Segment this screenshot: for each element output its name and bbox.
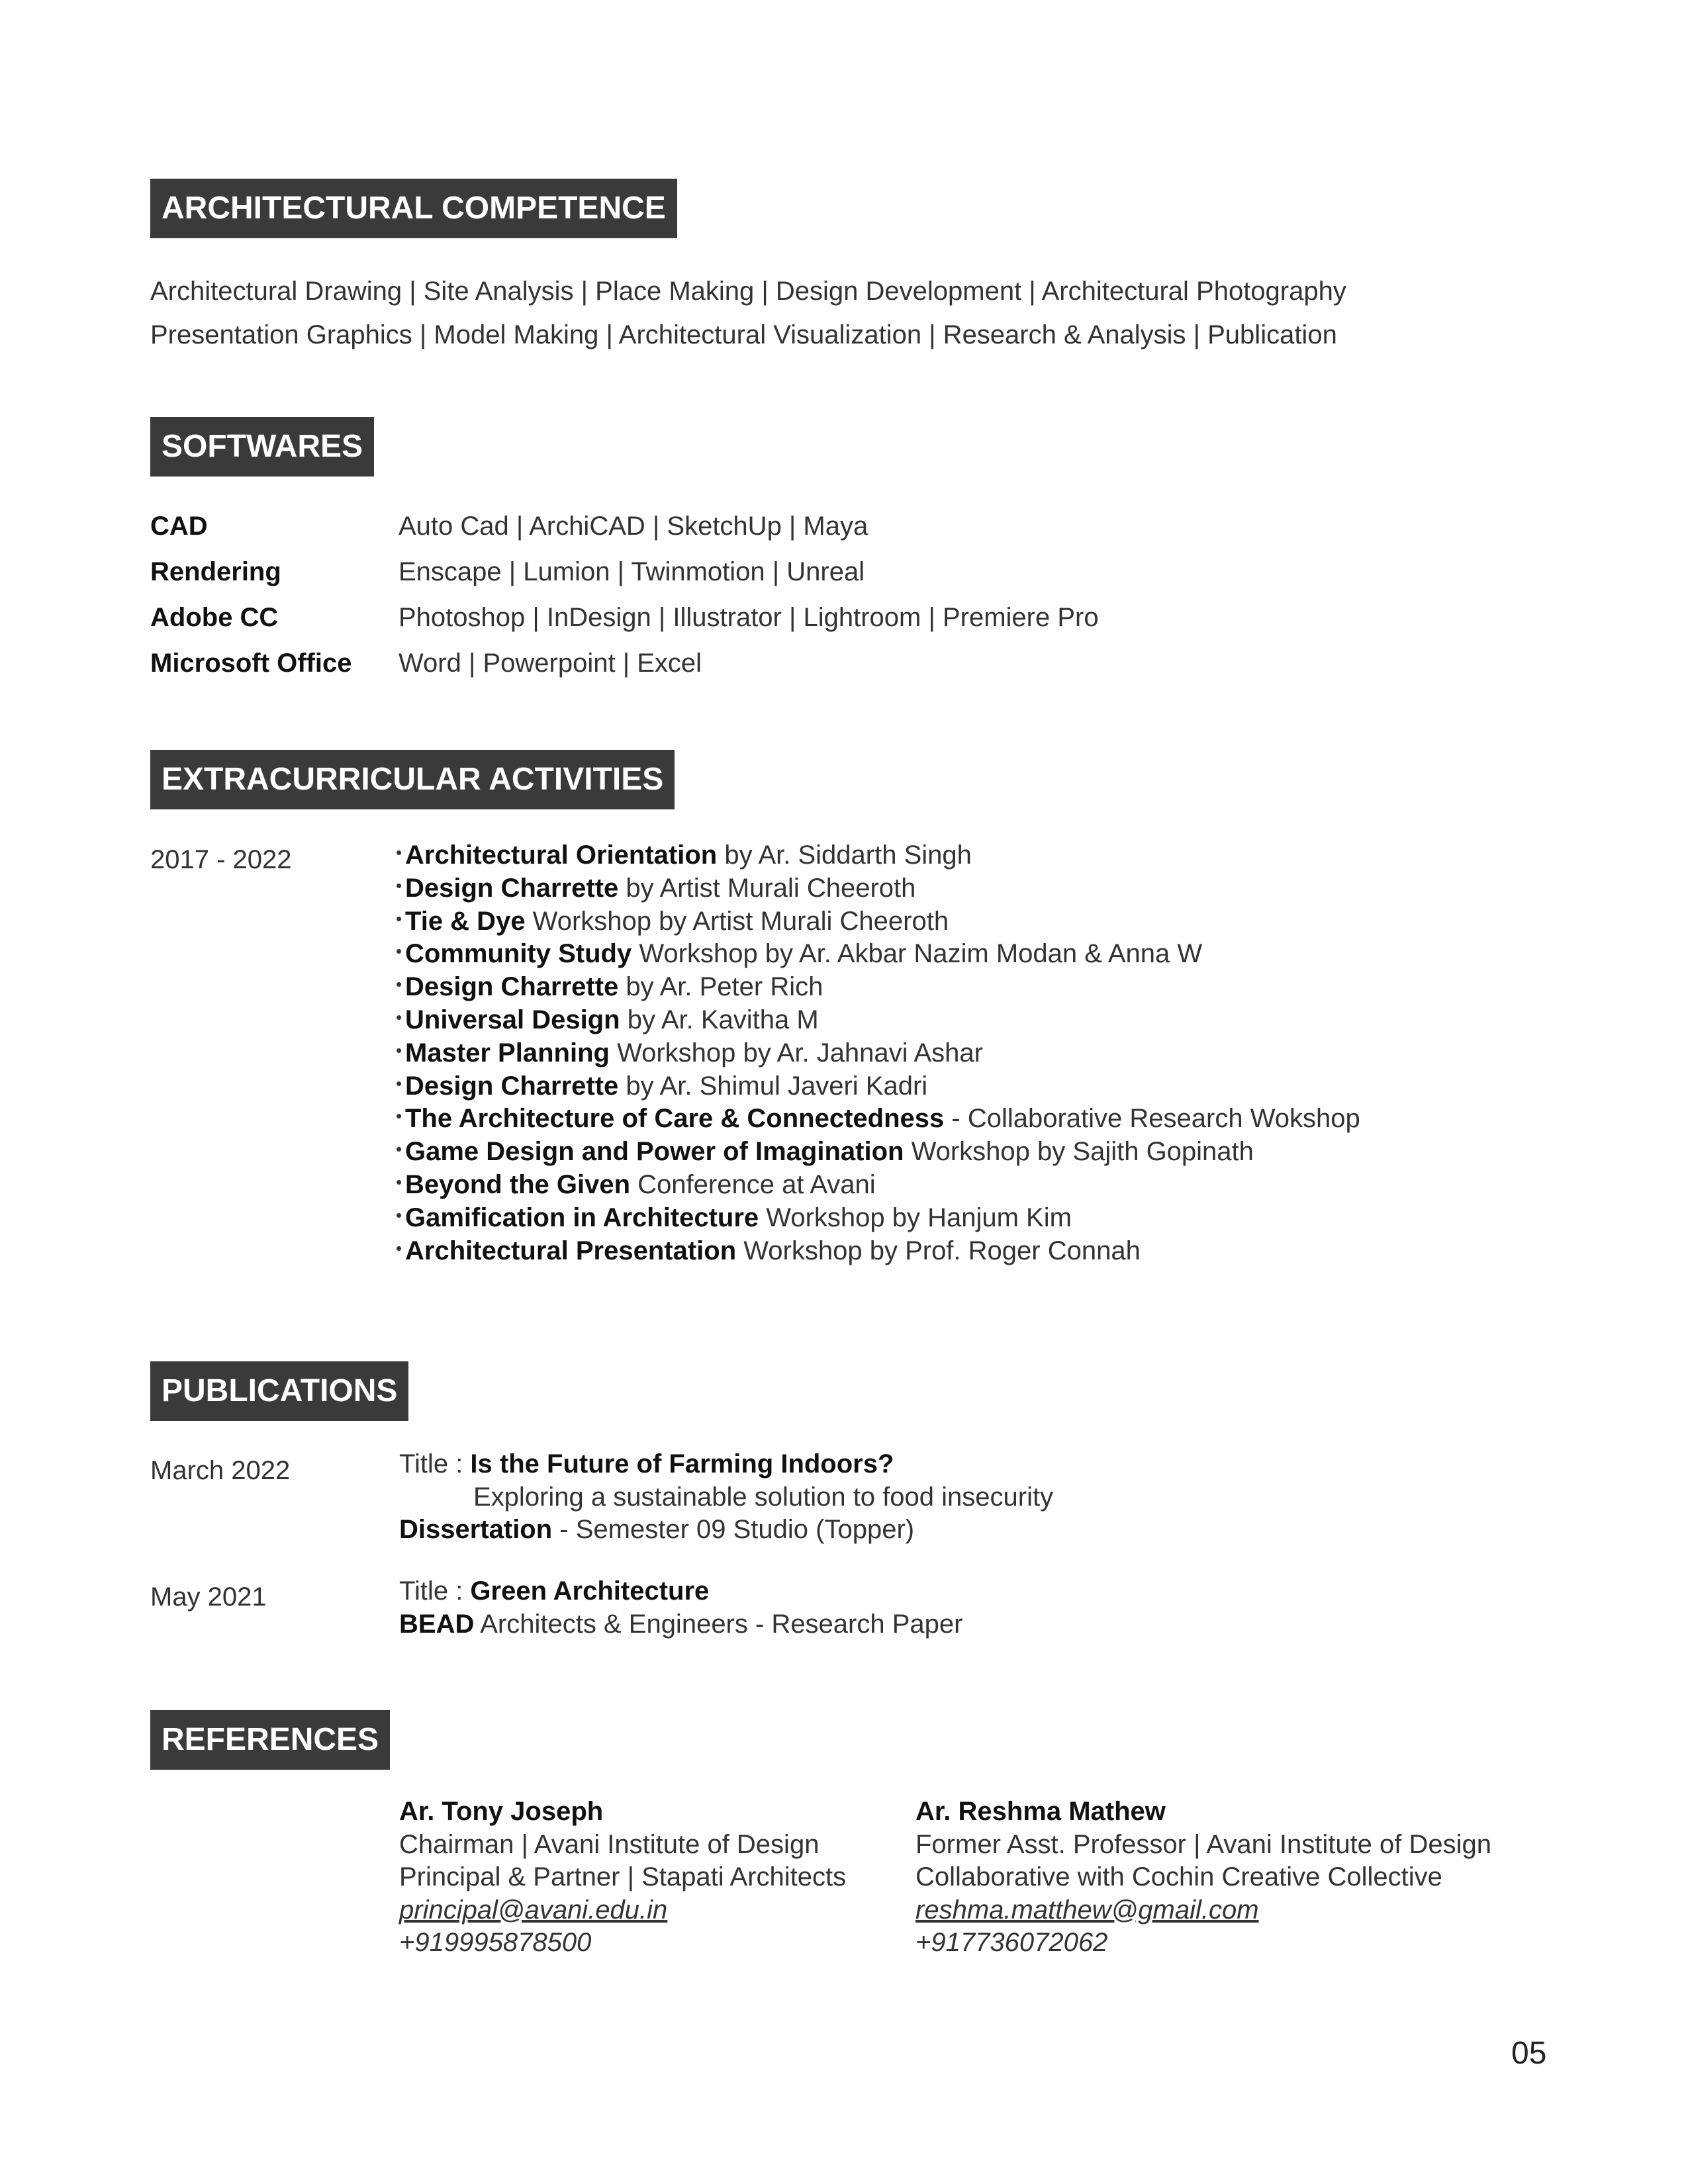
reference-email-link[interactable]: reshma.matthew@gmail.com [915, 1895, 1259, 1925]
bullet-icon: • [396, 1106, 402, 1126]
competence-line-1: Architectural Drawing | Site Analysis | Place Making | Design Development | Architectural Photography [150, 277, 1346, 306]
reference-role: Principal & Partner | Stapati Architects [399, 1862, 847, 1891]
reference-role: Collaborative with Cochin Creative Collective [915, 1862, 1442, 1891]
list-item [396, 938, 1360, 971]
section-heading-competence: ARCHITECTURAL COMPETENCE [150, 179, 677, 238]
activity-detail: Workshop by Prof. Roger Connah [736, 1236, 1141, 1265]
publication-subtitle: Exploring a sustainable solution to food insecurity [473, 1482, 1054, 1512]
activity-title: Master Planning [405, 1038, 610, 1068]
publication-date: March 2022 [150, 1456, 291, 1485]
reference-role: Former Asst. Professor | Avani Institute of Design [915, 1829, 1492, 1859]
activity-title: Beyond the Given [405, 1169, 631, 1199]
activity-title: Architectural Presentation [405, 1236, 737, 1265]
software-list: Photoshop | InDesign | Illustrator | Lightroom | Premiere Pro [399, 603, 1099, 632]
competence-line-2: Presentation Graphics | Model Making | Architectural Visualization | Research & Analysis | Publication [150, 320, 1337, 349]
publication-date: May 2021 [150, 1582, 267, 1612]
list-item [396, 1169, 1360, 1202]
activity-detail: by Ar. Siddarth Singh [717, 841, 972, 870]
activity-detail: Workshop by Hanjum Kim [759, 1203, 1072, 1232]
activity-detail: by Ar. Peter Rich [618, 972, 823, 1002]
title-prefix: Title : [399, 1576, 471, 1606]
publication-type-detail: Architects & Engineers - Research Paper [474, 1609, 963, 1639]
list-item [396, 1004, 1360, 1037]
software-category: CAD [150, 512, 208, 541]
competence-text [150, 269, 1346, 357]
software-list: Enscape | Lumion | Twinmotion | Unreal [399, 557, 865, 586]
activity-detail: by Ar. Shimul Javeri Kadri [618, 1071, 928, 1101]
section-heading-extracurricular: EXTRACURRICULAR ACTIVITIES [150, 750, 675, 809]
reference-card [399, 1796, 846, 1960]
bullet-icon: • [396, 1171, 402, 1192]
bullet-icon: • [396, 875, 402, 895]
bullet-icon: • [396, 941, 402, 962]
section-heading-softwares: SOFTWARES [150, 417, 374, 477]
software-category: Microsoft Office [150, 649, 352, 678]
publication-title: Is the Future of Farming Indoors? [470, 1449, 894, 1479]
software-row [150, 549, 1342, 595]
activity-list [396, 839, 1360, 1267]
section-heading-publications: PUBLICATIONS [150, 1361, 408, 1421]
bullet-icon: • [396, 1205, 402, 1225]
publication-type-detail: - Semester 09 Studio (Topper) [552, 1515, 915, 1544]
bullet-icon: • [396, 842, 402, 862]
list-item [396, 971, 1360, 1004]
list-item [396, 905, 1360, 938]
software-category: Rendering [150, 557, 281, 586]
activity-title: Architectural Orientation [405, 841, 718, 870]
activity-title: Tie & Dye [405, 906, 526, 936]
bullet-icon: • [396, 1073, 402, 1093]
bullet-icon: • [396, 1139, 402, 1160]
software-row [150, 641, 1342, 686]
bullet-icon: • [396, 974, 402, 995]
activity-title: Gamification in Architecture [405, 1203, 759, 1232]
list-item [396, 1235, 1360, 1268]
list-item [396, 872, 1360, 905]
list-item [396, 839, 1360, 872]
publication-entry [399, 1448, 1053, 1547]
bullet-icon: • [396, 908, 402, 929]
section-heading-references: REFERENCES [150, 1710, 390, 1770]
reference-role: Chairman | Avani Institute of Design [399, 1829, 820, 1859]
reference-name: Ar. Tony Joseph [399, 1797, 604, 1826]
software-list: Auto Cad | ArchiCAD | SketchUp | Maya [399, 512, 868, 541]
activity-title: Community Study [405, 939, 632, 969]
activity-title: Game Design and Power of Imagination [405, 1137, 904, 1167]
list-item [396, 1202, 1360, 1235]
software-category: Adobe CC [150, 603, 279, 632]
activity-title: The Architecture of Care & Connectedness [405, 1104, 945, 1134]
activity-detail: by Artist Murali Cheeroth [618, 873, 916, 903]
title-prefix: Title : [399, 1449, 471, 1479]
publication-entry [399, 1575, 962, 1641]
reference-name: Ar. Reshma Mathew [915, 1797, 1166, 1826]
activity-period: 2017 - 2022 [150, 845, 292, 874]
software-row [150, 595, 1342, 641]
activity-detail: Workshop by Ar. Jahnavi Ashar [609, 1038, 983, 1068]
software-list: Word | Powerpoint | Excel [399, 649, 702, 678]
software-row [150, 504, 1342, 549]
list-item [396, 1037, 1360, 1070]
publication-type: Dissertation [399, 1515, 553, 1544]
reference-phone: +919995878500 [399, 1928, 592, 1957]
publication-title: Green Architecture [470, 1576, 710, 1606]
list-item [396, 1136, 1360, 1169]
activity-detail: Workshop by Artist Murali Cheeroth [525, 906, 949, 936]
activity-detail: Conference at Avani [630, 1169, 876, 1199]
page-number: 05 [1511, 2036, 1547, 2071]
activity-title: Design Charrette [405, 972, 619, 1002]
activity-title: Universal Design [405, 1005, 620, 1034]
reference-card [915, 1796, 1491, 1960]
bullet-icon: • [396, 1007, 402, 1027]
activity-title: Design Charrette [405, 1071, 619, 1101]
list-item [396, 1070, 1360, 1103]
activity-detail: by Ar. Kavitha M [620, 1005, 819, 1034]
list-item [396, 1103, 1360, 1136]
bullet-icon: • [396, 1040, 402, 1060]
activity-detail: Workshop by Ar. Akbar Nazim Modan & Anna W [632, 939, 1203, 969]
activity-detail: Workshop by Sajith Gopinath [904, 1137, 1254, 1167]
activity-title: Design Charrette [405, 873, 619, 903]
reference-email-link[interactable]: principal@avani.edu.in [399, 1895, 668, 1925]
reference-phone: +917736072062 [915, 1928, 1108, 1957]
publication-type: BEAD [399, 1609, 475, 1639]
bullet-icon: • [396, 1238, 402, 1258]
activity-detail: - Collaborative Research Wokshop [944, 1104, 1360, 1134]
